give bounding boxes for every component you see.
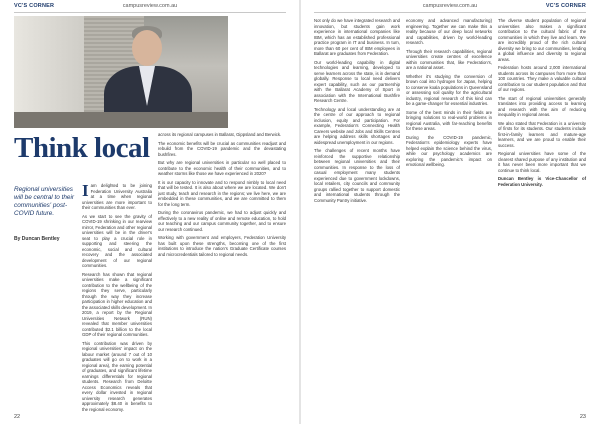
section-label: VC'S CORNER: [545, 3, 586, 9]
standfirst: Regional universities will be central to their communities' post-COVID future.: [14, 186, 75, 217]
body-paragraph: Technology and local understanding are at the centre of our approach to regional inclusion, equity and participation. For example, Federation's Connecting Health Careers website and Jobs and Skills Centres are helping address skills shortages and widespread unemployment in our regions.: [314, 106, 400, 145]
body-paragraph: The economic benefits will be crucial as communities readjust and rebuild from the COVID-19 pandemic and the devastating bushfires.: [158, 140, 286, 157]
body-paragraph: We also stated that Federation is a university of firsts for its students. Our students include first-in-family learners and mature-age learners, and we are proud to enable their success.: [498, 120, 586, 148]
body-paragraph: Whether it's studying the conversion of brown coal into hydrogen for Japan, helping to conserve koala populations in Queensland or assessing soil quality for the agricultural industry, regional research of this kind can be a game-changer for essential industries.: [406, 73, 492, 106]
drop-cap: I: [82, 181, 89, 200]
author-bio: Duncan Bentley is Vice-Chancellor of Federation University.: [498, 176, 586, 187]
header-rule: [14, 12, 286, 13]
body-paragraph: Some of the best minds in their fields are bringing solutions to real-world problems in regional Australia, with far-reaching benefits for these areas.: [406, 109, 492, 131]
author-photo: [14, 16, 228, 128]
body-paragraph: Through their research capabilities, regional universities create centres of excellence within communities that, like Federation's, are a national asset.: [406, 48, 492, 70]
page-number-left: 22: [14, 414, 21, 420]
byline: By Duncan Bentley: [14, 236, 60, 242]
header-rule: [314, 12, 586, 13]
body-paragraph: The challenges of recent months have reinforced the supportive relationship between regional universities and their communities. In response to the loss of casual employment many students experienced due to government lockdowns, local retailers, city councils and community groups rallied together to support domestic and international students through the Community Pantry initiative.: [314, 148, 400, 203]
right-column-3: [498, 18, 586, 190]
page-header: [314, 3, 586, 12]
body-paragraph: across its regional campuses in Ballarat, Gippsland and Berwick.: [158, 132, 282, 137]
left-column-1: [82, 183, 152, 415]
page-header: [14, 3, 286, 12]
body-paragraph: During the COVID-19 pandemic, Federation's epidemiology experts have helped explain the science behind the virus, while our psychology academics are exploring the pandemic's impact on emotional wellbeing.: [406, 134, 492, 167]
body-paragraph: Research has shown that regional universities make a significant contribution to the wellbeing of the regions they serve, particularly through the way they increase participation in higher education and the associated skills development. In 2019, a report by the Regional Universities Network (RUN) revealed that member universities contributed $2.1 billion to the local GDP of their regional communities.: [82, 271, 152, 337]
body-paragraph: The diverse student population of regional universities also makes a significant contribution to the cultural fabric of the communities in which they live and learn. We are incredibly proud of the rich cultural diversity we bring to our communities, lending a global influence and diversity to regional areas.: [498, 18, 586, 62]
body-paragraph: economy and advanced manufacturing) engineering. Together we can make this a reality because of our deep local networks and capabilities, driven by world-leading research.: [406, 18, 492, 45]
body-paragraph: During the coronavirus pandemic, we had to adjust quickly and effectively to a new reality of online and remote education, to hold our teaching and our campus community together, and to ensure our research continued.: [158, 210, 286, 232]
body-paragraph: Regional universities have some of the clearest shared purpose of any institution and it has never been more important that we continue to think local.: [498, 151, 586, 173]
body-paragraph: This contribution was driven by regional universities' impact on the labour market (around 7 out of 10 graduates will go on to work in a regional area), the earning potential of graduates, and significant lifetime earnings differentials for regional students. Research from Deloitte Access Economics reveals that every dollar invested in regional university research generates approximately $8.40 in benefits to the regional economy.: [82, 340, 152, 412]
body-paragraph: Working with government and employers, Federation University has built upon these strengths, becoming one of the first institutions to introduce the nation's Graduate Certificate courses and microcredentials tailored to regional needs.: [158, 235, 286, 257]
body-paragraph: But why are regional universities in particular so well placed to contribute to the economic health of their communities, and to weather storms like those we have experienced in 2020?: [158, 160, 286, 176]
left-column-2: [158, 132, 286, 260]
title-box: [14, 128, 150, 174]
body-paragraph: Federation hosts around 2,000 international students across its campuses from more than 100 countries. They make a valuable cultural contribution to our student population and that of our regions.: [498, 65, 586, 92]
page-number-right: 23: [579, 414, 586, 420]
site-url: campusreview.com.au: [422, 3, 478, 9]
article-title: Think local: [14, 132, 150, 164]
right-column-2: [406, 18, 492, 171]
body-paragraph: The start of regional universities generally translates into providing access to learning and research with the aim of reducing inequality in regional areas.: [498, 95, 586, 117]
section-label: VC'S CORNER: [14, 3, 55, 9]
site-url: campusreview.com.au: [122, 3, 178, 9]
body-paragraph: Our world-leading capability in digital technologies and learning, developed to serve learners across the state, is in demand globally. Response to local need delivers expert capability, such as our partnership with the Ballarat Academy of Sport in association with the International Bushfire Research Centre.: [314, 59, 400, 103]
body-paragraph: As we start to see the gravity of COVID-19 shrinking in our rearview mirror, Federation and other regional universities will be in the driver's seat to play a crucial role in supporting and steering the economic, social and cultural recovery and the associated development of our regional communities.: [82, 213, 152, 268]
body-paragraph: Not only do we have integrated research and innovation, but students gain work experience in international companies like IBM, which has an established professional practice program in IT and business. In turn, more than 60 per cent of IBM employees in Ballarat are graduates from Federation.: [314, 18, 400, 56]
right-page: [300, 0, 600, 424]
body-paragraph: It is our capacity to innovate and to respond nimbly to local need that will be tested. It is also about where we are located. We don't just study, teach and research in the regions; we live here, we are embedded in these communities, and we are committed to them for the long term.: [158, 179, 286, 207]
right-column-1: [314, 18, 400, 206]
body-paragraph: am delighted to be joining Federation University Australia at a time when regional universities are more important to their communities than ever.: [82, 183, 152, 210]
